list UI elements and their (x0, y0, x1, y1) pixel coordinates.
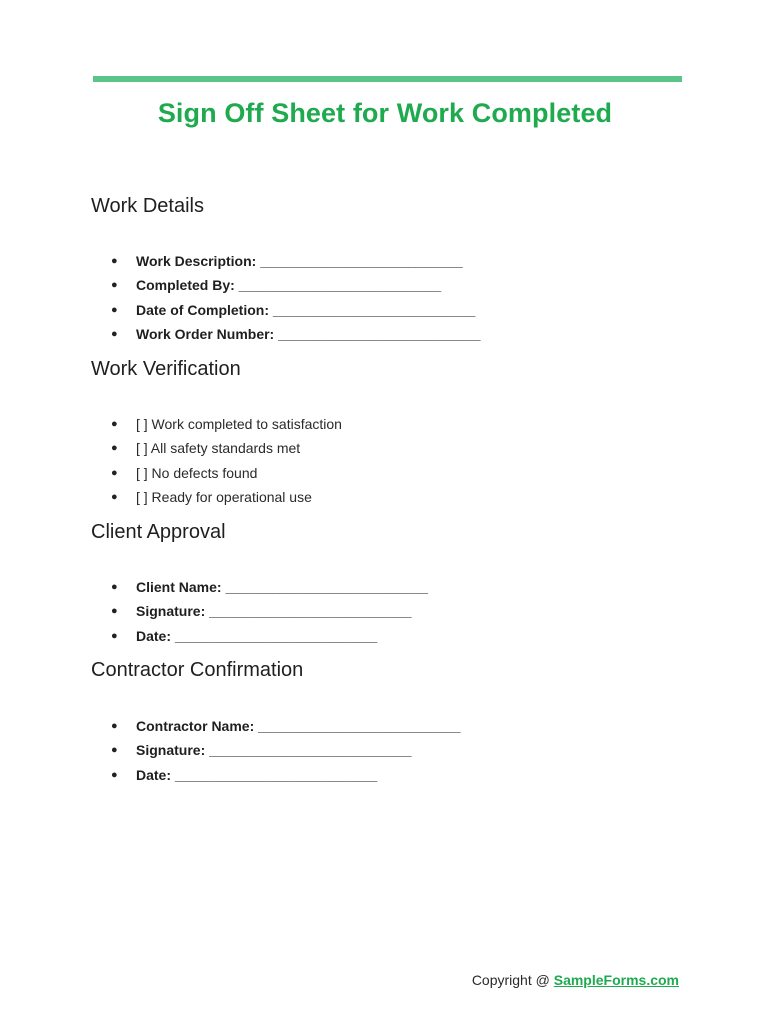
bullet-icon: ● (111, 466, 118, 479)
list-item (91, 738, 461, 762)
list-item (91, 575, 428, 599)
list-item (91, 485, 342, 509)
work-verification-list (91, 412, 342, 510)
check-ready-for-use: [ ] Ready for operational use (136, 489, 312, 506)
copyright-footer (472, 972, 679, 988)
bullet-icon: ● (111, 418, 118, 430)
bullet-icon: ● (111, 491, 118, 504)
sampleforms-link[interactable]: SampleForms.com (553, 972, 679, 988)
list-item (91, 249, 481, 273)
list-item (91, 461, 342, 485)
work-details-list (91, 249, 481, 347)
work-order-number-field: Work Order Number: __________________________ (136, 326, 481, 343)
list-item (91, 322, 481, 346)
work-description-field: Work Description: __________________________ (136, 253, 463, 269)
check-no-defects: [ ] No defects found (136, 464, 258, 481)
bullet-icon: ● (111, 328, 118, 341)
list-item (91, 273, 481, 297)
bullet-icon: ● (111, 442, 118, 455)
section-heading: Contractor Confirmation (91, 659, 304, 681)
section-contractor-confirmation (91, 657, 461, 787)
client-date-field: Date: __________________________ (136, 627, 378, 644)
contractor-signature-field: Signature: __________________________ (136, 742, 412, 759)
copyright-text: Copyright @ (471, 972, 554, 988)
bullet-icon: ● (111, 629, 118, 642)
list-item (91, 436, 342, 460)
bullet-icon: ● (111, 768, 118, 781)
bullet-icon: ● (111, 303, 118, 316)
contractor-date-field: Date: __________________________ (136, 766, 378, 783)
document-title: Sign Off Sheet for Work Completed (157, 98, 613, 128)
list-item (91, 624, 428, 648)
bullet-icon: ● (111, 744, 118, 757)
list-item (91, 714, 461, 738)
client-name-field: Client Name: __________________________ (136, 579, 428, 595)
list-item (91, 763, 461, 787)
section-work-verification (91, 356, 342, 510)
client-signature-field: Signature: __________________________ (136, 603, 412, 620)
completed-by-field: Completed By: __________________________ (136, 277, 442, 294)
bullet-icon: ● (111, 581, 118, 593)
section-client-approval (91, 519, 428, 648)
date-of-completion-field: Date of Completion: __________________________ (136, 301, 476, 318)
section-heading: Work Details (91, 195, 204, 217)
check-safety-standards: [ ] All safety standards met (136, 440, 301, 457)
bullet-icon: ● (111, 279, 118, 292)
contractor-name-field: Contractor Name: __________________________ (136, 718, 461, 734)
list-item (91, 298, 481, 322)
contractor-confirmation-list (91, 714, 461, 787)
bullet-icon: ● (111, 605, 118, 618)
client-approval-list (91, 575, 428, 648)
bullet-icon: ● (111, 255, 118, 267)
section-heading: Work Verification (91, 358, 241, 380)
title-divider (93, 76, 682, 82)
section-work-details (91, 193, 481, 347)
section-heading: Client Approval (91, 521, 226, 543)
list-item (91, 599, 428, 623)
list-item (91, 412, 342, 436)
bullet-icon: ● (111, 720, 118, 732)
check-work-completed: [ ] Work completed to satisfaction (136, 416, 342, 432)
